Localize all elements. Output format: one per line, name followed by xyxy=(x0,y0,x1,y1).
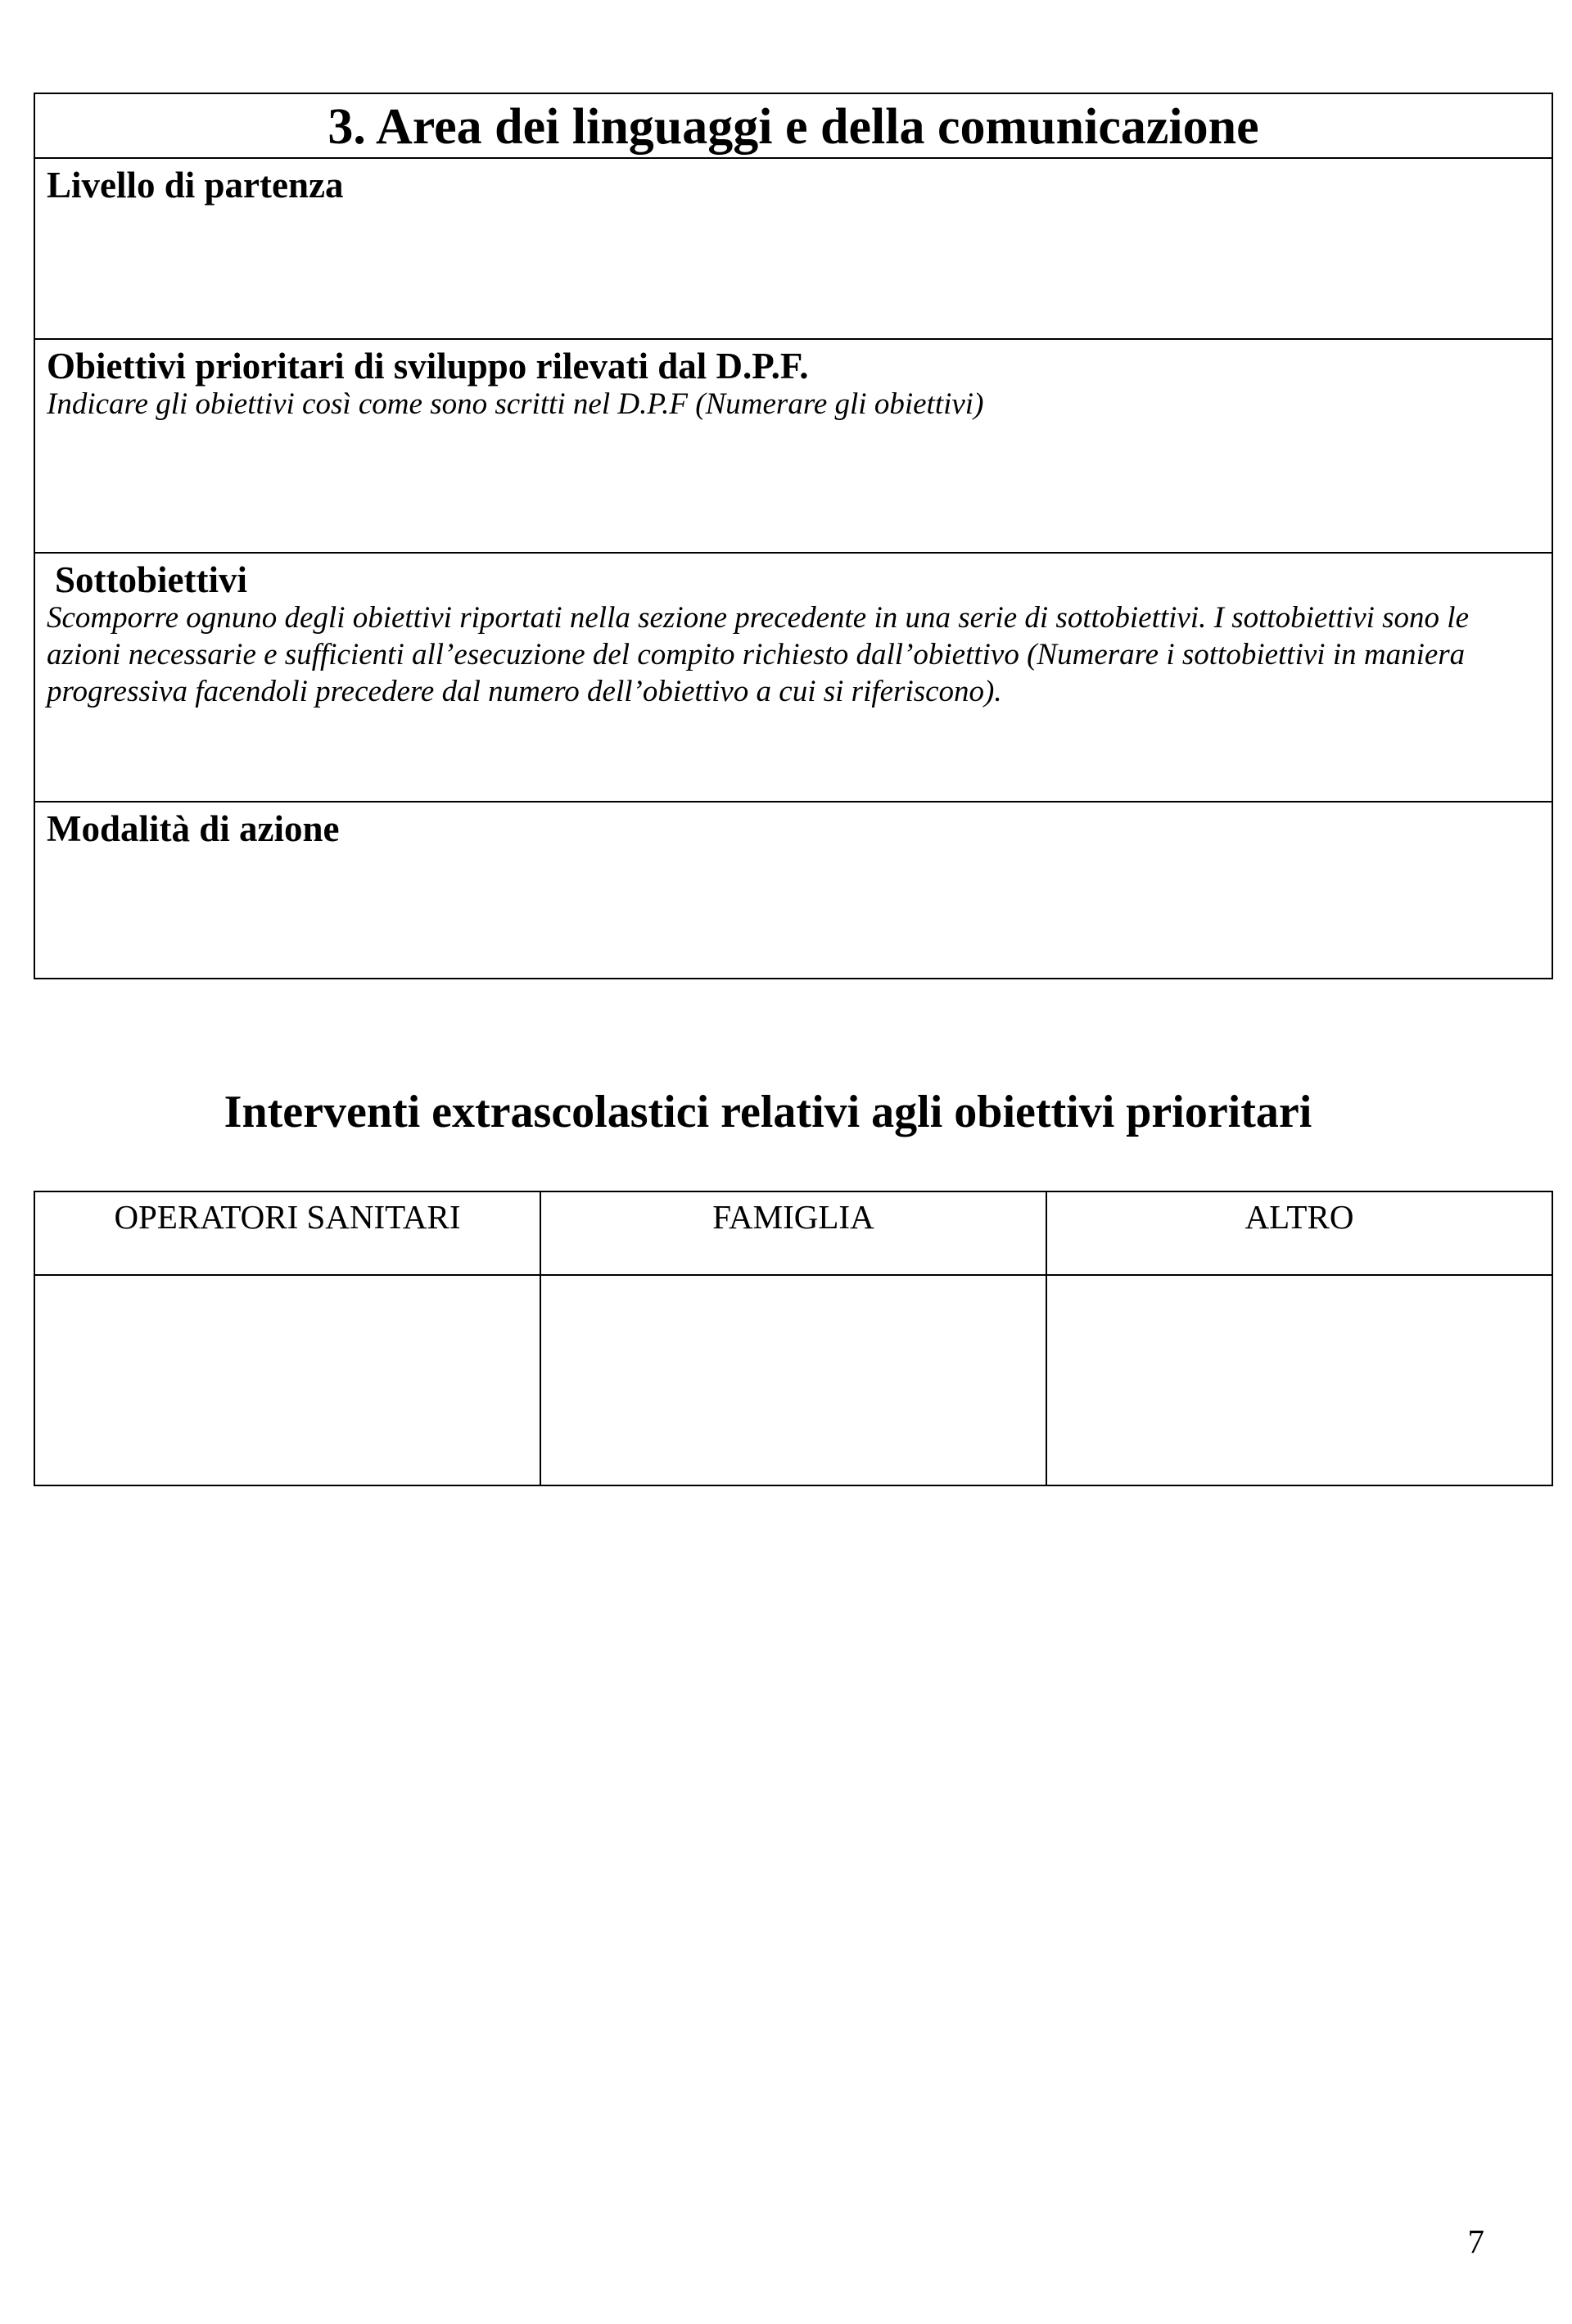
sottobiettivi-section[interactable] xyxy=(35,552,1552,801)
obiettivi-heading: Obiettivi prioritari di sviluppo rilevati dal D.P.F. xyxy=(47,346,809,387)
sottobiettivi-heading: Sottobiettivi xyxy=(55,559,247,600)
obiettivi-note: Indicare gli obiettivi così come sono scritti nel D.P.F (Numerare gli obiettivi) xyxy=(47,387,984,421)
modalita-section[interactable] xyxy=(35,801,1552,979)
area-title-row xyxy=(35,94,1552,157)
modalita-heading: Modalità di azione xyxy=(47,808,340,849)
area-title: 3. Area dei linguaggi e della comunicazione xyxy=(328,99,1259,155)
obiettivi-section[interactable] xyxy=(35,338,1552,552)
area-box xyxy=(34,93,1553,979)
column-header-operatori: OPERATORI SANITARI xyxy=(34,1191,540,1275)
livello-heading: Livello di partenza xyxy=(47,165,344,206)
page-number: 7 xyxy=(1467,2222,1484,2260)
cell-altro[interactable] xyxy=(1046,1275,1552,1485)
table-header-row xyxy=(34,1191,1552,1275)
interventi-title: Interventi extrascolastici relativi agli obiettivi prioritari xyxy=(224,1087,1312,1137)
cell-famiglia[interactable] xyxy=(540,1275,1046,1485)
interventi-table xyxy=(34,1191,1553,1486)
livello-section[interactable] xyxy=(35,157,1552,338)
column-header-famiglia: FAMIGLIA xyxy=(540,1191,1046,1275)
sottobiettivi-note: Scomporre ognuno degli obiettivi riportati nella sezione precedente in una serie di sottobiettivi. I sottobiettivi sono le azioni necessarie e sufficienti all’esecuzione del compito richiesto dall’obiettivo (Numerare i sottobiettivi in maniera progressiva facendoli precedere dal numero dell’obiettivo a cui si riferiscono). xyxy=(47,601,1470,708)
cell-operatori[interactable] xyxy=(34,1275,540,1485)
table-row xyxy=(34,1275,1552,1485)
column-header-altro: ALTRO xyxy=(1046,1191,1552,1275)
